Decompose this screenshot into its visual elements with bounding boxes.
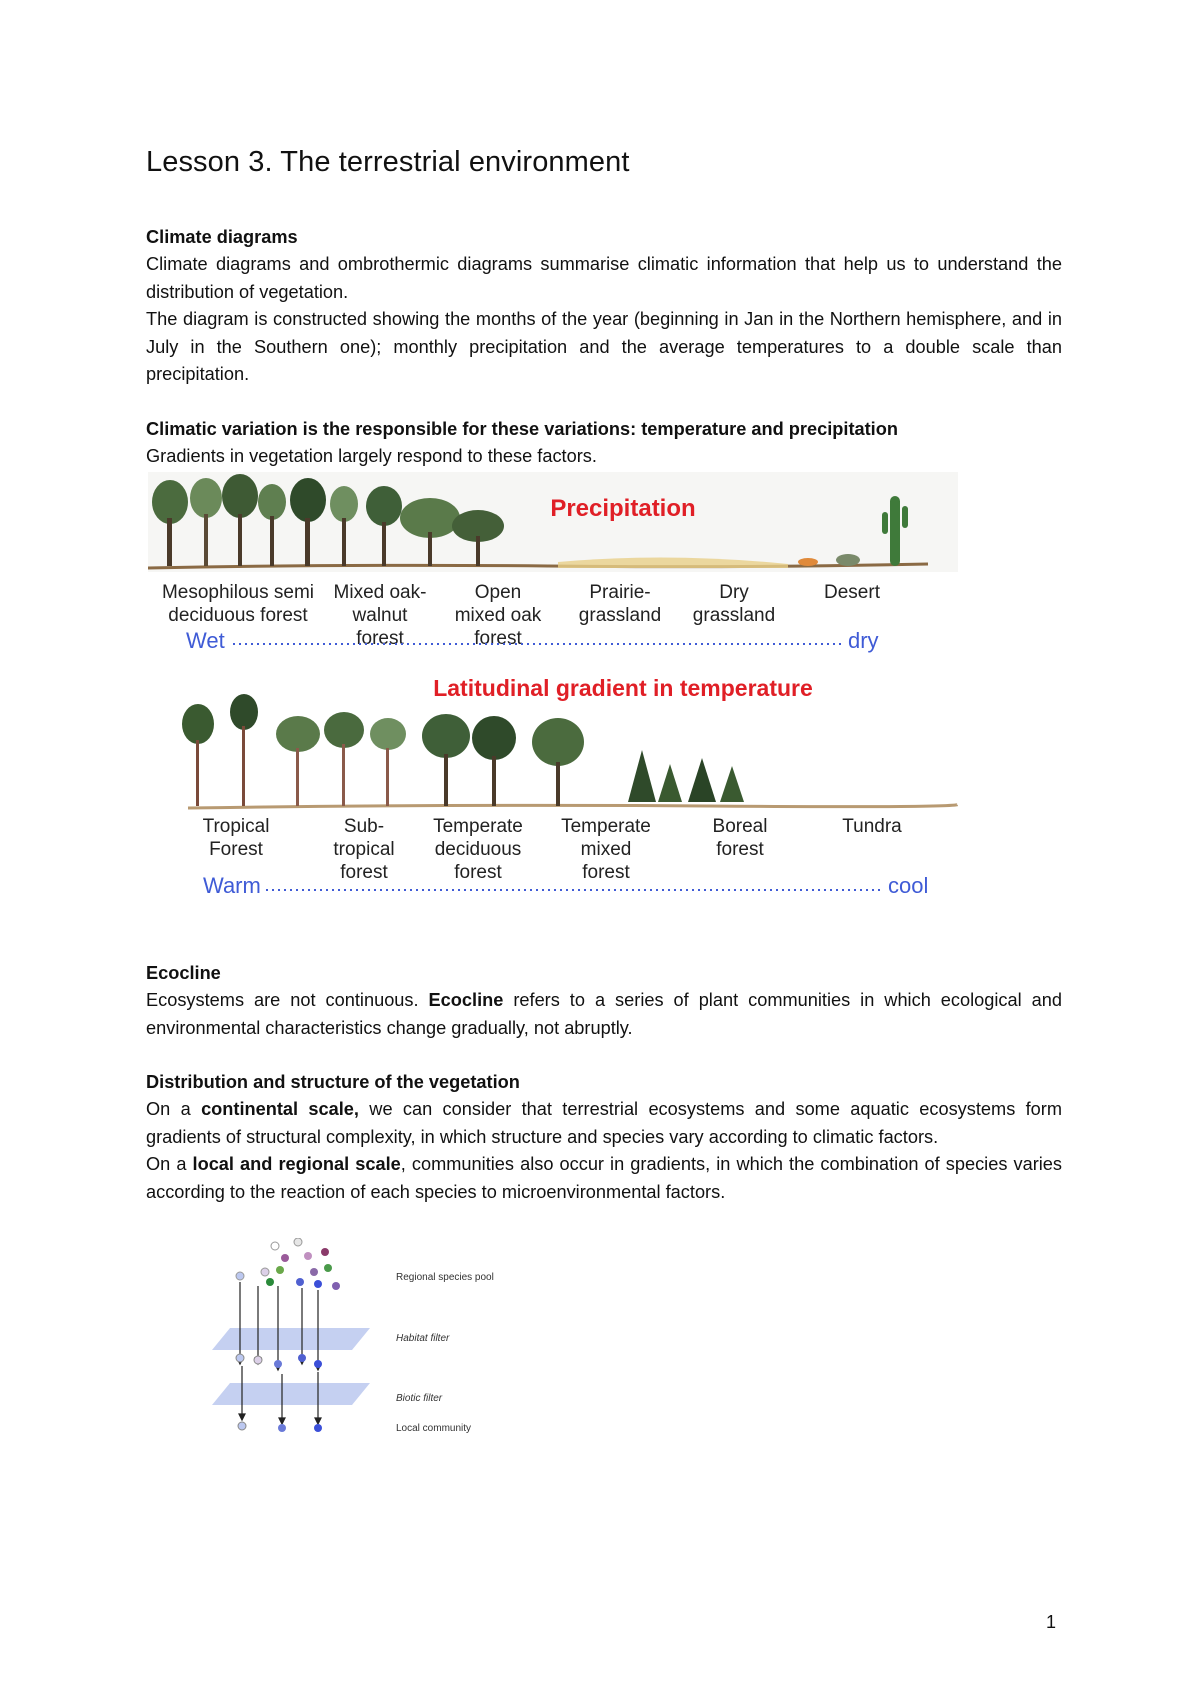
- local-community-dots: [238, 1422, 322, 1432]
- warm-label: Warm: [203, 873, 261, 898]
- precipitation-label-4-line-2: grassland: [578, 605, 662, 626]
- local-community-label: Local community: [396, 1423, 472, 1434]
- precipitation-title: Precipitation: [550, 495, 696, 522]
- habitat-filter-label: Habitat filter: [396, 1333, 450, 1344]
- dry-label: dry: [848, 628, 879, 653]
- distribution-paragraph-2: [146, 1151, 1062, 1206]
- climatic-variation-section: [146, 416, 1062, 471]
- temperature-label-6: [842, 816, 902, 837]
- ecocline-section: [146, 960, 1062, 1042]
- distribution-heading: Distribution and structure of the vegetation: [146, 1072, 520, 1092]
- distribution-p2-post: , communities also occur in gradients, in which the combination of species varies according to the reaction of each species to microenvironmental factors.: [146, 1154, 1063, 1202]
- temperature-label-4-line-2: mixed: [580, 839, 632, 860]
- precipitation-label-2-line-3: forest: [356, 628, 404, 649]
- temperature-title: Latitudinal gradient in temperature: [433, 675, 813, 701]
- vegetation-gradient-figure: [148, 472, 958, 912]
- species-pool-dots: [236, 1238, 340, 1290]
- temperature-label-4-line-1: Temperate: [561, 816, 651, 837]
- biotic-filter-plane: [212, 1383, 370, 1405]
- temperature-label-6-line-1: Tundra: [842, 816, 902, 837]
- temperature-label-3-line-1: Temperate: [433, 816, 523, 837]
- precipitation-label-3-line-3: forest: [474, 628, 522, 649]
- precipitation-label-6: [824, 582, 881, 603]
- ecocline-bold-term: Ecocline: [428, 990, 504, 1011]
- cool-label: cool: [888, 873, 929, 898]
- precipitation-label-6-line-1: Desert: [824, 582, 880, 603]
- climatic-variation-paragraph: Gradients in vegetation largely respond to these factors.: [146, 446, 597, 467]
- temperature-label-1-line-1: Tropical: [202, 816, 270, 837]
- page-number: 1: [1046, 1612, 1057, 1632]
- precipitation-label-3-line-2: mixed oak: [454, 605, 542, 626]
- temperature-label-2-line-1: Sub-: [343, 816, 385, 837]
- climate-diagrams-paragraph-1: Climate diagrams and ombrothermic diagrams summarise climatic information that help us to understand the distribution of vegetation.: [146, 254, 1062, 302]
- ecocline-paragraph: [146, 987, 1062, 1042]
- temperature-label-2-line-2: tropical: [333, 839, 395, 860]
- temperature-label-4-line-3: forest: [582, 862, 630, 883]
- filtered-species-dots: [236, 1354, 322, 1368]
- distribution-p2-bold: local and regional scale: [192, 1154, 401, 1175]
- temperature-label-2-line-3: forest: [340, 862, 388, 883]
- ecocline-text-2: refers to a series of plant communities in which ecological and environmental characteristics change gradually, not abruptly.: [146, 990, 1062, 1038]
- precipitation-label-2-line-1: Mixed oak-: [333, 582, 427, 603]
- distribution-p1-pre: On a: [146, 1099, 202, 1120]
- temperature-label-1-line-2: Forest: [209, 839, 263, 860]
- temperature-label-5-line-2: forest: [716, 839, 764, 860]
- precipitation-illustration: [148, 472, 958, 572]
- ecocline-heading: Ecocline: [146, 963, 221, 983]
- precipitation-label-5-line-1: Dry: [719, 582, 749, 603]
- distribution-paragraph-1: [146, 1096, 1062, 1151]
- precipitation-label-4-line-1: Prairie-: [589, 582, 651, 603]
- species-filter-diagram: [210, 1238, 520, 1443]
- wet-label: Wet: [186, 628, 225, 653]
- distribution-p1-post: we can consider that terrestrial ecosystems and some aquatic ecosystems form gradients of structural complexity, in which structure and species vary according to climatic factors.: [146, 1099, 1062, 1147]
- climate-diagrams-paragraph-2: The diagram is constructed showing the months of the year (beginning in Jan in the Northern hemisphere, and in July in the Southern one); monthly precipitation and the average temperatures to a double scale than precipitation.: [146, 309, 1062, 385]
- ecocline-text-1: Ecosystems are not continuous.: [146, 990, 429, 1011]
- temperature-label-3-line-3: forest: [454, 862, 502, 883]
- distribution-p2-pre: On a: [146, 1154, 193, 1175]
- precipitation-label-5-line-2: grassland: [692, 605, 776, 626]
- biotic-filter-label: Biotic filter: [396, 1393, 443, 1404]
- precipitation-label-3-line-1: Open: [474, 582, 522, 603]
- temperature-label-5-line-1: Boreal: [712, 816, 768, 837]
- distribution-section: [146, 1069, 1062, 1206]
- precipitation-label-1-line-1: Mesophilous semi: [161, 582, 315, 603]
- regional-species-pool-label: Regional species pool: [396, 1272, 494, 1283]
- precipitation-label-1-line-2: deciduous forest: [168, 605, 308, 626]
- temperature-label-3-line-2: deciduous: [434, 839, 522, 860]
- page-title: Lesson 3. The terrestrial environment: [146, 146, 630, 178]
- distribution-p1-bold: continental scale,: [201, 1099, 359, 1120]
- precipitation-label-2-line-2: walnut: [352, 605, 408, 626]
- climatic-variation-heading: Climatic variation is the responsible for these variations: temperature and precipitation: [146, 419, 898, 439]
- climate-diagrams-section: [146, 224, 1062, 388]
- habitat-filter-plane: [212, 1328, 370, 1350]
- climate-diagrams-heading: Climate diagrams: [146, 227, 298, 247]
